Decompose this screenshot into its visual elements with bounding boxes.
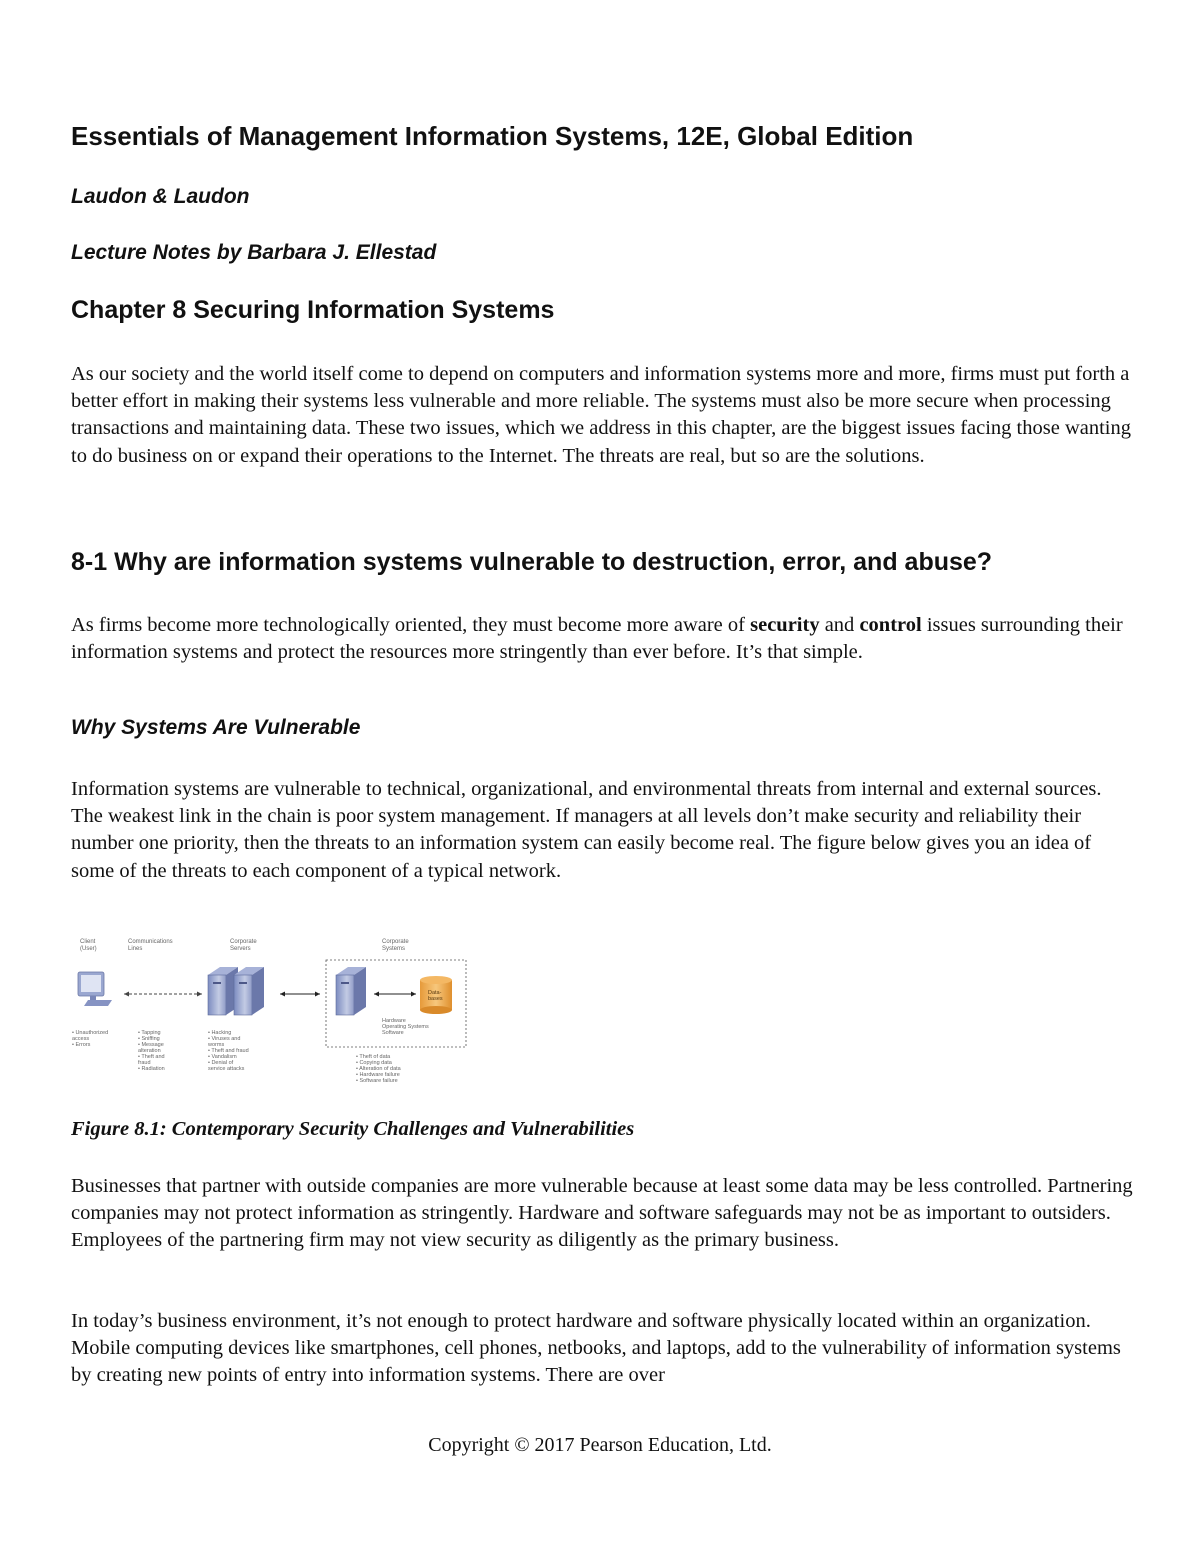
partners-paragraph: Businesses that partner with outside companies are more vulnerable because at least some data may be less controlled. Partnering companies may not protect information as stringently. Hardware and software safeguards may not be as important to outsiders. Employees of the partnering firm may not view security as diligently as the primary business. <box>71 1175 1133 1252</box>
term-control: control <box>859 614 922 636</box>
server-icon <box>234 967 264 1015</box>
arrow-left-icon <box>124 992 129 997</box>
copyright-footer: Copyright © 2017 Pearson Education, Ltd. <box>428 1434 772 1456</box>
hardware-label: Hardware Operating Systems Software <box>382 1018 429 1036</box>
arrow-right-icon <box>315 992 320 997</box>
authors: Laudon & Laudon <box>71 185 250 208</box>
arrow-left-icon <box>374 992 379 997</box>
section-8-1-title: 8-1 Why are information systems vulnerable to destruction, error, and abuse? <box>71 548 993 576</box>
chapter-title: Chapter 8 Securing Information Systems <box>71 296 555 324</box>
server-icon <box>208 967 238 1015</box>
database-icon <box>420 976 452 1014</box>
arrow-right-icon <box>197 992 202 997</box>
label-systems: Corporate Systems <box>382 939 409 952</box>
notes-author: Lecture Notes by Barbara J. Ellestad <box>71 241 437 264</box>
server-threats-list: • Hacking • Viruses and worms • Theft and fraud • Vandalism • Denial of service attacks <box>208 1030 249 1072</box>
label-client: Client (User) <box>80 939 97 952</box>
client-threats-list: • Unauthorized access • Errors <box>72 1030 109 1048</box>
communication-threats-list: • Tapping • Sniffing • Message alteration • Theft and fraud • Radiation <box>138 1030 165 1072</box>
system-threats-list: • Theft of data • Copying data • Alteration of data • Hardware failure • Software failure <box>356 1054 401 1084</box>
subsection-paragraph: Information systems are vulnerable to technical, organizational, and environmental threats from internal and external sources. The weakest link in the chain is poor system management. If managers at all levels don’t make security and reliability their number one priority, then the threats to an information system can easily become real. The figure below gives you an idea of some of the threats to each component of a typical network. <box>71 778 1102 882</box>
intro-paragraph: As our society and the world itself come to depend on computers and information systems more and more, firms must put forth a better effort in making their systems less vulnerable and more reliable. The systems must also be more secure when processing transactions and maintaining data. These two issues, which we address in this chapter, are the biggest issues facing those wanting to do business on or expand their operations to the Internet. The threats are real, but so are the solutions. <box>71 363 1131 467</box>
label-communications: Communications Lines <box>128 939 173 952</box>
arrow-left-icon <box>280 992 285 997</box>
section-8-1-paragraph: As firms become more technologically oriented, they must become more aware of security and control issues surrounding their information systems and protect the resources more stringently than ever before. It’s that simple. <box>71 614 1123 664</box>
server-icon <box>336 967 366 1015</box>
mobile-paragraph: In today’s business environment, it’s not enough to protect hardware and software physically located within an organization. Mobile computing devices like smartphones, cell phones, netbooks, and laptops, add to the vulnerability of information systems by creating new points of entry into information systems. There are over <box>71 1310 1121 1387</box>
document-title: Essentials of Management Information Systems, 12E, Global Edition <box>71 121 914 151</box>
subsection-title: Why Systems Are Vulnerable <box>71 716 361 739</box>
arrow-right-icon <box>411 992 416 997</box>
figure-caption: Figure 8.1: Contemporary Security Challenges and Vulnerabilities <box>71 1118 635 1140</box>
term-security: security <box>750 614 820 636</box>
client-computer-icon <box>78 972 112 1006</box>
database-label: Data-bases <box>428 990 443 1002</box>
security-challenges-figure <box>68 930 478 1090</box>
label-servers: Corporate Servers <box>230 939 257 952</box>
